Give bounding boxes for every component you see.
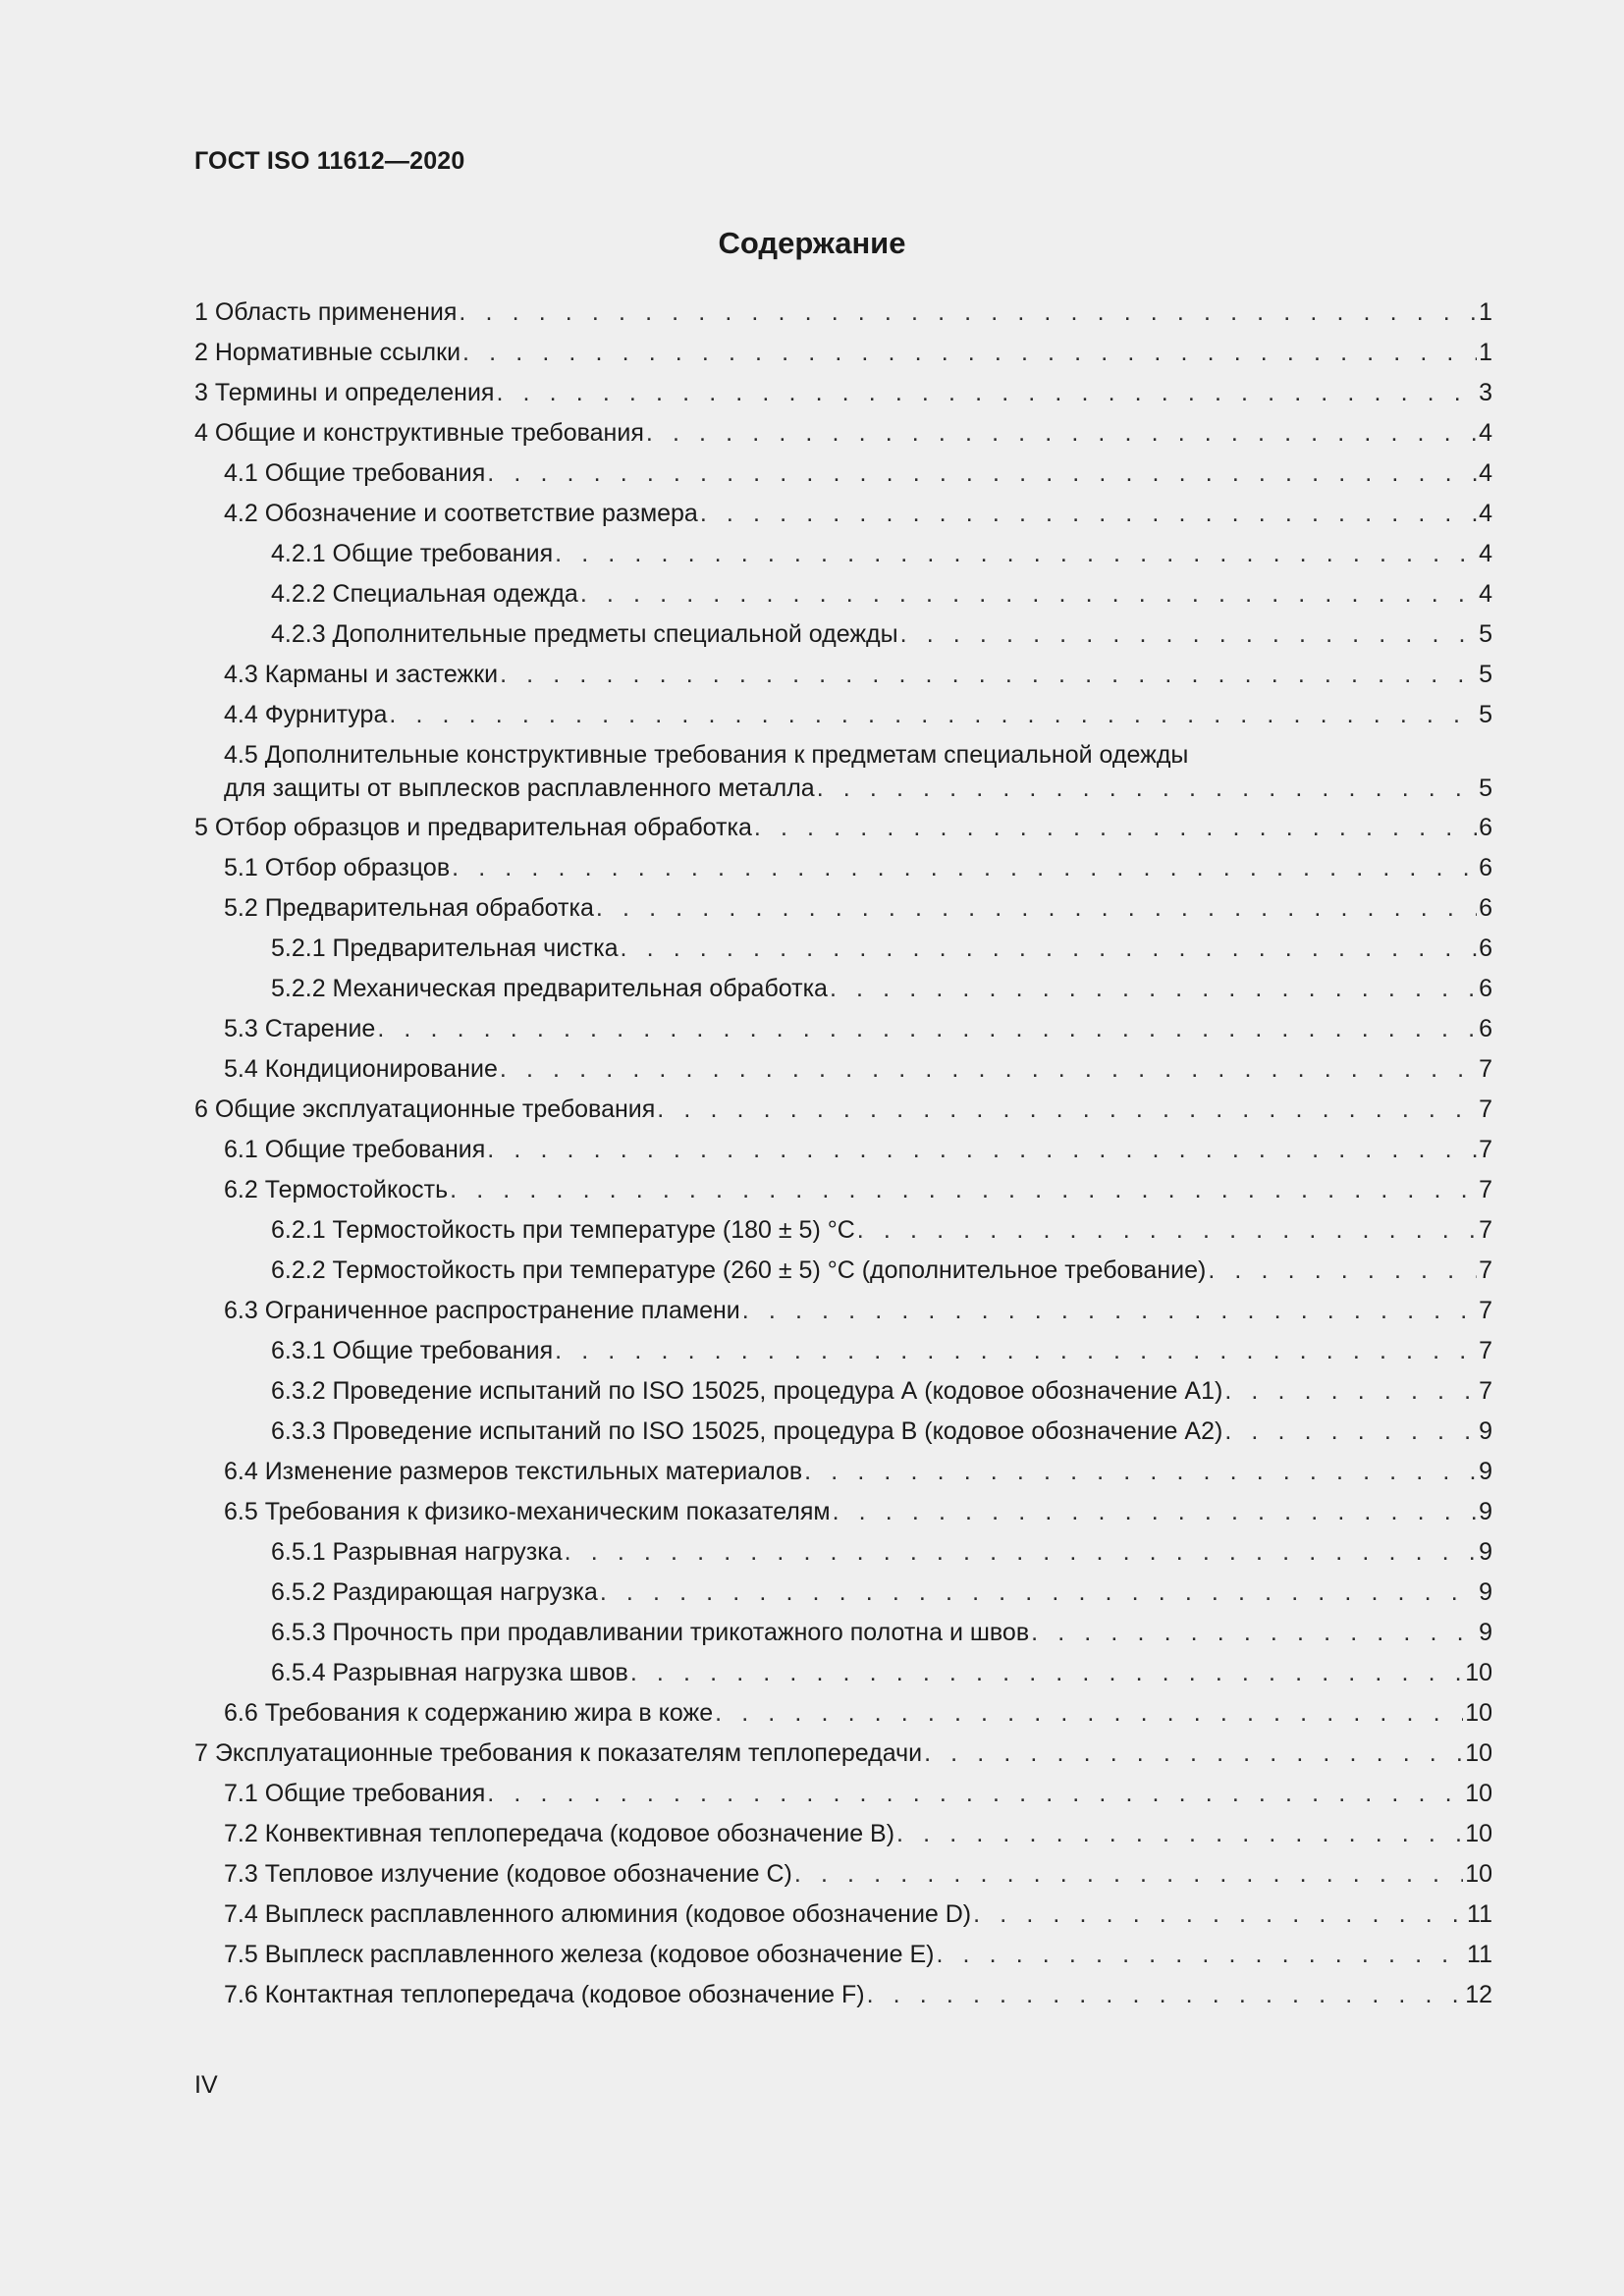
toc-entry-label: 6.3 Ограниченное распространение пламени — [224, 1297, 740, 1324]
toc-entry-page: 5 — [1479, 620, 1492, 648]
toc-entry-label: 7.3 Тепловое излучение (кодовое обозначение С) — [224, 1860, 792, 1888]
toc-entry-page: 9 — [1479, 1498, 1492, 1525]
toc-entry-label: 4.5 Дополнительные конструктивные требования к предметам специальной одежды — [224, 741, 1189, 769]
dot-leader — [715, 1696, 1463, 1730]
toc-entry-page: 10 — [1465, 1820, 1492, 1847]
dot-leader — [555, 537, 1477, 570]
toc-entry[interactable] — [194, 1857, 1492, 1897]
toc-entry-page: 9 — [1479, 1417, 1492, 1445]
toc-entry-page: 6 — [1479, 975, 1492, 1002]
toc-entry-page: 1 — [1479, 298, 1492, 326]
toc-entry-page: 4 — [1479, 419, 1492, 447]
toc-entry[interactable] — [194, 1173, 1492, 1213]
dot-leader — [500, 1052, 1477, 1086]
toc-entry[interactable] — [194, 932, 1492, 972]
toc-entry-label: 6.3.2 Проведение испытаний по ISO 15025, процедура А (кодовое обозначение А1) — [271, 1377, 1223, 1405]
toc-entry[interactable] — [194, 851, 1492, 891]
toc-entry[interactable] — [194, 1736, 1492, 1777]
dot-leader — [742, 1294, 1477, 1327]
dot-leader — [459, 295, 1477, 329]
toc-entry-page: 6 — [1479, 894, 1492, 922]
toc-entry[interactable] — [194, 456, 1492, 497]
toc-entry-page: 7 — [1479, 1095, 1492, 1123]
toc-entry-label-continuation: для защиты от выплесков расплавленного металла — [224, 774, 815, 802]
toc-entry[interactable] — [194, 1415, 1492, 1455]
toc-entry[interactable] — [194, 1535, 1492, 1575]
toc-entry-page: 9 — [1479, 1538, 1492, 1566]
toc-entry-page: 4 — [1479, 540, 1492, 567]
toc-entry[interactable] — [194, 1213, 1492, 1254]
toc-entry-label: 6.4 Изменение размеров текстильных материалов — [224, 1458, 803, 1485]
dot-leader — [804, 1455, 1477, 1488]
dot-leader — [833, 1495, 1478, 1528]
toc-entry-label: 4.2.3 Дополнительные предметы специальной одежды — [271, 620, 898, 648]
toc-entry-page: 10 — [1465, 1860, 1492, 1888]
toc-entry[interactable] — [194, 537, 1492, 577]
toc-entry-page: 7 — [1479, 1297, 1492, 1324]
toc-entry-label: 5.3 Старение — [224, 1015, 376, 1042]
toc-entry-page: 5 — [1479, 661, 1492, 688]
toc-entry-label: 4.4 Фурнитура — [224, 701, 388, 728]
toc-entry[interactable] — [194, 1696, 1492, 1736]
toc-entry-page: 7 — [1479, 1337, 1492, 1364]
toc-entry-label: 7.6 Контактная теплопередача (кодовое обозначение F) — [224, 1981, 865, 2008]
toc-entry[interactable] — [194, 1455, 1492, 1495]
dot-leader — [973, 1897, 1465, 1931]
toc-entry-label: 5.1 Отбор образцов — [224, 854, 451, 881]
toc-entry-page: 6 — [1479, 1015, 1492, 1042]
toc-entry-label: 4.2.2 Специальная одежда — [271, 580, 578, 608]
toc-entry-label: 6.3.3 Проведение испытаний по ISO 15025, процедура В (кодовое обозначение А2) — [271, 1417, 1223, 1445]
dot-leader — [500, 658, 1477, 691]
dot-leader — [596, 891, 1477, 925]
dot-leader — [936, 1938, 1465, 1971]
dot-leader — [452, 851, 1477, 884]
toc-entry[interactable] — [194, 376, 1492, 416]
toc-entry-page: 11 — [1467, 1941, 1492, 1968]
dot-leader — [496, 376, 1477, 409]
toc-entry-label: 6.2 Термостойкость — [224, 1176, 449, 1203]
toc-entry-page: 4 — [1479, 459, 1492, 487]
dot-leader — [754, 811, 1477, 844]
toc-entry-page: 1 — [1479, 339, 1492, 366]
dot-leader — [377, 1012, 1477, 1045]
toc-entry[interactable] — [194, 658, 1492, 698]
toc-entry-label: 6.5.4 Разрывная нагрузка швов — [271, 1659, 628, 1686]
toc-entry[interactable] — [194, 295, 1492, 336]
toc-entry-page: 5 — [1479, 774, 1492, 802]
dot-leader — [794, 1857, 1463, 1891]
page-number: IV — [194, 2071, 218, 2099]
toc-entry-label: 1 Область применения — [194, 298, 458, 326]
dot-leader — [1031, 1616, 1477, 1649]
dot-leader — [565, 1535, 1477, 1569]
toc-entry-label: 4.2.1 Общие требования — [271, 540, 554, 567]
toc-entry[interactable] — [194, 891, 1492, 932]
toc-entry-page: 7 — [1479, 1176, 1492, 1203]
toc-entry-page: 12 — [1465, 1981, 1492, 2008]
dot-leader — [487, 456, 1477, 490]
toc-entry-label: 4.3 Карманы и застежки — [224, 661, 499, 688]
dot-leader — [817, 772, 1477, 805]
toc-entry-page: 10 — [1465, 1739, 1492, 1767]
dot-leader — [630, 1656, 1463, 1689]
dot-leader — [487, 1777, 1463, 1810]
toc-entry[interactable] — [194, 1616, 1492, 1656]
toc-entry-label: 6 Общие эксплуатационные требования — [194, 1095, 656, 1123]
toc-entry[interactable] — [194, 1294, 1492, 1334]
toc-entry-page: 10 — [1465, 1659, 1492, 1686]
toc-entry-label: 3 Термины и определения — [194, 379, 495, 406]
dot-leader — [389, 698, 1477, 731]
toc-entry-page: 7 — [1479, 1216, 1492, 1244]
toc-entry-label: 6.1 Общие требования — [224, 1136, 486, 1163]
dot-leader — [621, 932, 1478, 965]
dot-leader — [1224, 1415, 1477, 1448]
toc-entry-page: 7 — [1479, 1136, 1492, 1163]
toc-entry-page: 6 — [1479, 854, 1492, 881]
toc-entry[interactable] — [194, 1575, 1492, 1616]
toc-entry-label: 6.5.1 Разрывная нагрузка — [271, 1538, 563, 1566]
toc-entry[interactable] — [194, 698, 1492, 738]
toc-entry[interactable] — [194, 1334, 1492, 1374]
toc-entry-label: 7 Эксплуатационные требования к показателям теплопередачи — [194, 1739, 923, 1767]
dot-leader — [487, 1133, 1477, 1166]
toc-entry[interactable] — [194, 1777, 1492, 1817]
toc-entry-page: 3 — [1479, 379, 1492, 406]
dot-leader — [657, 1093, 1477, 1126]
dot-leader — [450, 1173, 1477, 1206]
toc-entry-label: 7.1 Общие требования — [224, 1780, 486, 1807]
toc-entry-page: 10 — [1465, 1780, 1492, 1807]
toc-entry-page: 11 — [1467, 1900, 1492, 1928]
toc-entry-label: 7.4 Выплеск расплавленного алюминия (кодовое обозначение D) — [224, 1900, 972, 1928]
dot-leader — [896, 1817, 1463, 1850]
toc-entry[interactable] — [194, 1012, 1492, 1052]
toc-entry-label: 5 Отбор образцов и предварительная обработка — [194, 814, 752, 841]
document-header: ГОСТ ISO 11612—2020 — [194, 147, 465, 175]
toc-entry[interactable] — [194, 336, 1492, 376]
dot-leader — [1224, 1374, 1477, 1408]
toc-entry[interactable] — [194, 1052, 1492, 1093]
dot-leader — [700, 497, 1477, 530]
toc-entry-label: 6.5.2 Раздирающая нагрузка — [271, 1578, 598, 1606]
toc-entry-label: 2 Нормативные ссылки — [194, 339, 461, 366]
dot-leader — [1208, 1254, 1477, 1287]
toc-entry[interactable] — [194, 1897, 1492, 1938]
toc-entry[interactable] — [194, 1093, 1492, 1133]
toc-entry[interactable] — [194, 811, 1492, 851]
dot-leader — [600, 1575, 1477, 1609]
table-of-contents — [194, 295, 1492, 2018]
toc-entry-page: 9 — [1479, 1578, 1492, 1606]
toc-entry-label: 5.2.2 Механическая предварительная обработка — [271, 975, 828, 1002]
toc-entry-page: 4 — [1479, 500, 1492, 527]
toc-entry-page: 6 — [1479, 814, 1492, 841]
dot-leader — [555, 1334, 1477, 1367]
toc-entry-label: 5.2.1 Предварительная чистка — [271, 934, 619, 962]
toc-entry-label: 5.4 Кондиционирование — [224, 1055, 498, 1083]
toc-entry-page: 9 — [1479, 1619, 1492, 1646]
toc-entry-label: 7.2 Конвективная теплопередача (кодовое обозначение В) — [224, 1820, 895, 1847]
toc-entry-label: 6.2.2 Термостойкость при температуре (260 ± 5) °С (дополнительное требование) — [271, 1256, 1207, 1284]
toc-entry-page: 7 — [1479, 1377, 1492, 1405]
toc-entry-label: 4 Общие и конструктивные требования — [194, 419, 644, 447]
toc-entry-label: 6.5 Требования к физико-механическим показателям — [224, 1498, 831, 1525]
toc-entry-label: 6.6 Требования к содержанию жира в коже — [224, 1699, 714, 1727]
dot-leader — [462, 336, 1477, 369]
toc-entry-page: 10 — [1465, 1699, 1492, 1727]
toc-entry[interactable] — [194, 497, 1492, 537]
toc-entry[interactable] — [194, 1656, 1492, 1696]
toc-entry[interactable] — [194, 1495, 1492, 1535]
toc-entry-label: 4.1 Общие требования — [224, 459, 486, 487]
dot-leader — [900, 617, 1477, 651]
dot-leader — [580, 577, 1477, 611]
page-title: Содержание — [718, 226, 906, 260]
toc-entry[interactable] — [194, 1938, 1492, 1978]
toc-entry-label: 6.2.1 Термостойкость при температуре (180 ± 5) °С — [271, 1216, 855, 1244]
dot-leader — [646, 416, 1477, 450]
dot-leader — [857, 1213, 1477, 1247]
toc-entry[interactable] — [194, 1133, 1492, 1173]
dot-leader — [867, 1978, 1464, 2011]
toc-entry[interactable] — [194, 1978, 1492, 2018]
toc-entry[interactable] — [194, 577, 1492, 617]
toc-entry-page: 7 — [1479, 1055, 1492, 1083]
toc-entry[interactable] — [194, 972, 1492, 1012]
toc-entry-label: 6.3.1 Общие требования — [271, 1337, 554, 1364]
dot-leader — [830, 972, 1477, 1005]
toc-entry-page: 9 — [1479, 1458, 1492, 1485]
toc-entry-label: 4.2 Обозначение и соответствие размера — [224, 500, 698, 527]
toc-entry[interactable] — [194, 738, 1492, 811]
dot-leader — [924, 1736, 1463, 1770]
toc-entry-page: 7 — [1479, 1256, 1492, 1284]
toc-entry[interactable] — [194, 617, 1492, 658]
toc-entry[interactable] — [194, 1374, 1492, 1415]
toc-entry-page: 4 — [1479, 580, 1492, 608]
toc-entry-label: 5.2 Предварительная обработка — [224, 894, 594, 922]
toc-entry-label: 6.5.3 Прочность при продавливании трикотажного полотна и швов — [271, 1619, 1030, 1646]
toc-entry-page: 6 — [1479, 934, 1492, 962]
toc-entry-label: 7.5 Выплеск расплавленного железа (кодовое обозначение Е) — [224, 1941, 935, 1968]
toc-entry-page: 5 — [1479, 701, 1492, 728]
toc-entry[interactable] — [194, 416, 1492, 456]
toc-entry[interactable] — [194, 1254, 1492, 1294]
toc-entry[interactable] — [194, 1817, 1492, 1857]
